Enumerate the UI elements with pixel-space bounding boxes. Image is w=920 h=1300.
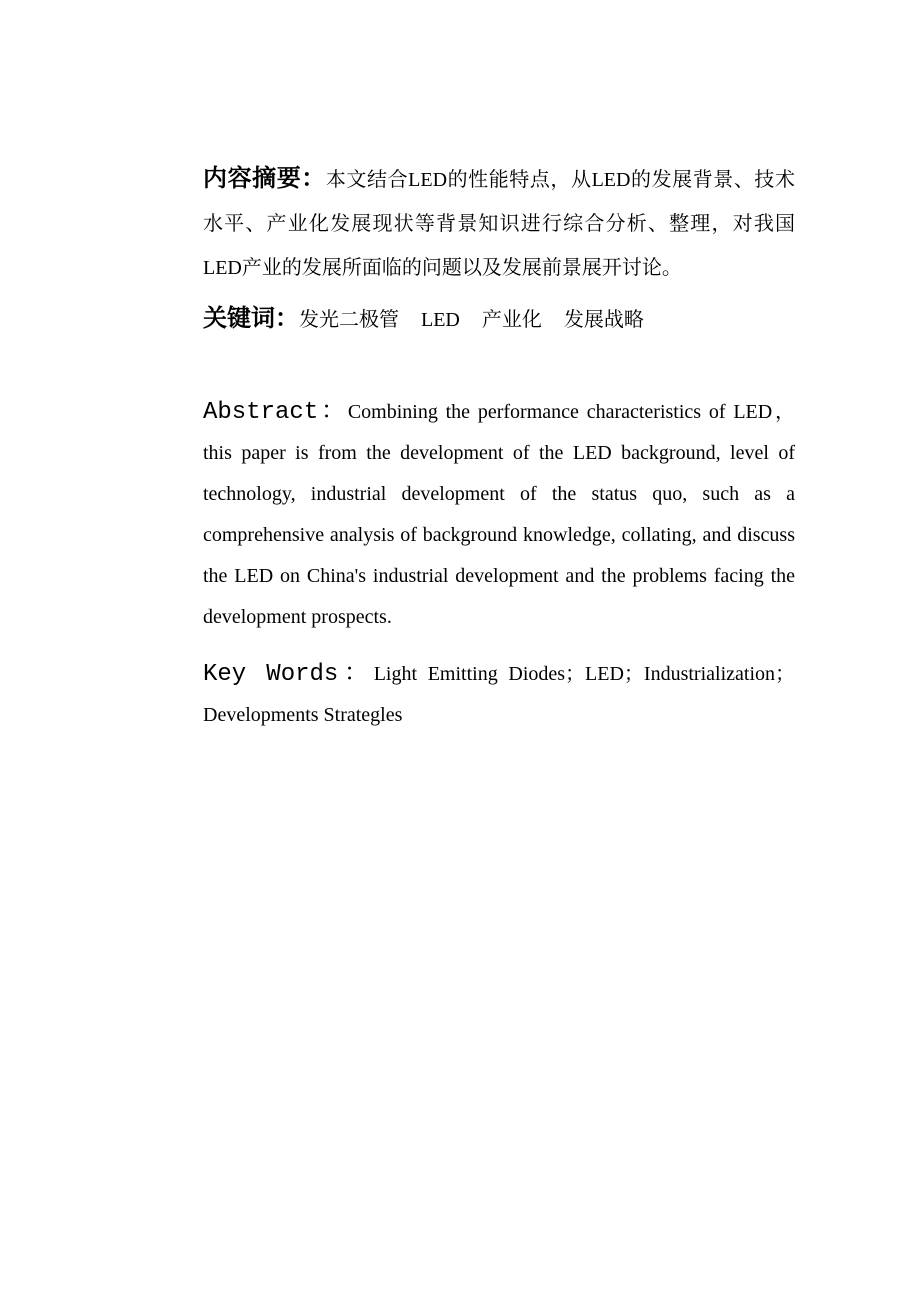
keyword-item: 产业化 <box>481 309 542 331</box>
keyword-item: 发展战略 <box>563 309 644 331</box>
key-words-body: Light Emitting Diodes；LED；Industrialization；Developments Strategles <box>203 663 795 726</box>
keyword-item: 发光二极管 <box>299 309 399 331</box>
key-words-text <box>150 654 795 736</box>
keywords-heading: 关键词： <box>203 304 299 332</box>
keywords-line <box>150 296 795 342</box>
abstract-heading: Abstract： <box>203 399 348 426</box>
keyword-item: LED <box>421 309 460 331</box>
summary-text <box>150 156 795 290</box>
abstract-body: Combining the performance characteristics of LED，this paper is from the development of the LED background, level of technology, industrial development of the status quo, such as a comprehensive analysis of background knowledge, collating, and discuss the LED on China's industrial development and the problems facing the development prospects. <box>203 401 795 628</box>
summary-paragraph <box>150 156 795 290</box>
abstract-paragraph <box>150 392 795 638</box>
key-words-heading: Key Words： <box>203 661 374 688</box>
summary-body: 本文结合LED的性能特点，从LED的发展背景、技术水平、产业化发展现状等背景知识进行综合分析、整理，对我国LED产业的发展所面临的问题以及发展前景展开讨论。 <box>203 169 796 279</box>
abstract-text <box>150 392 795 638</box>
keywords-paragraph <box>150 296 795 342</box>
key-words-paragraph <box>150 654 795 736</box>
summary-heading: 内容摘要： <box>203 164 326 192</box>
